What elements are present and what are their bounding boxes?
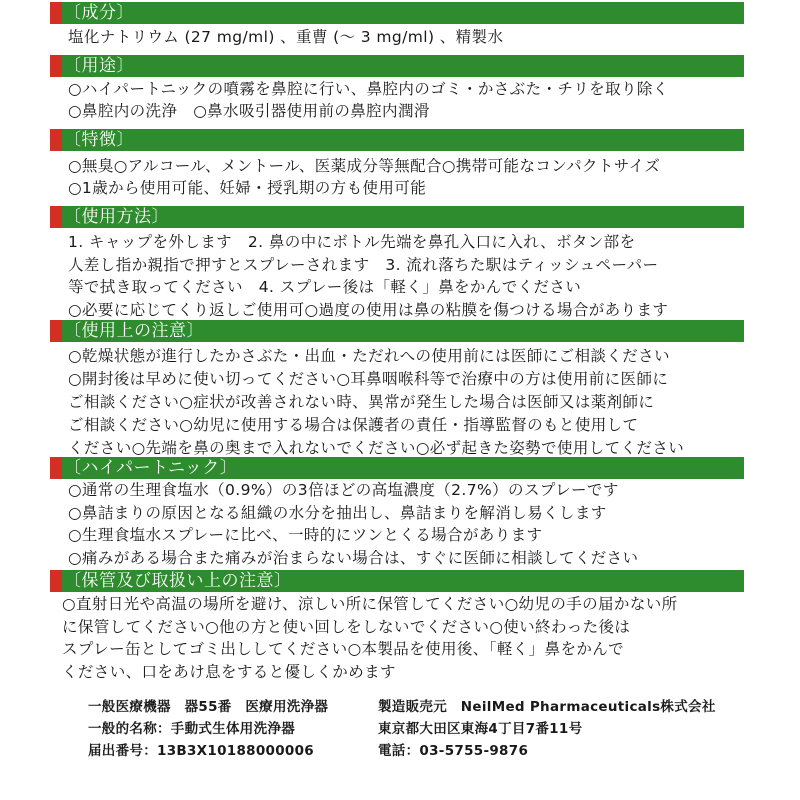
section-precautions-line: ください○先端を鼻の奥まで入れないでください○必ず起きた姿勢で使用してください	[68, 439, 685, 457]
section-header-usage	[50, 206, 744, 228]
section-title-purpose: 〔用途〕	[64, 56, 134, 76]
section-usage-line: 人差し指か親指で押すとスプレーされます 3. 流れ落ちた駅はティッシュペーパー	[68, 255, 659, 274]
section-precautions-line: ご相談ください○症状が改善されない時、異常が発生した場合は医師又は薬剤師に	[68, 393, 655, 411]
section-precautions-line: ご相談ください○幼児に使用する場合は保護者の責任・指導監督のもと使用して	[68, 416, 639, 434]
footer-address: 東京都大田区東海4丁目7番11号	[378, 721, 583, 737]
section-title-storage: 〔保管及び取扱い上の注意〕	[64, 571, 292, 591]
section-header-hypertonic	[50, 457, 744, 479]
section-features-line: ○無臭○アルコール、メントール、医薬成分等無配合○携帯可能なコンパクトサイズ	[68, 157, 661, 175]
section-purpose-line: ○ハイパートニックの噴霧を鼻腔に行い、鼻腔内のゴミ・かさぶた・チリを取り除く	[68, 80, 669, 98]
section-title-usage: 〔使用方法〕	[64, 207, 169, 227]
section-storage-line: ○直射日光や高温の場所を避け、涼しい所に保管してください○幼児の手の届かない所	[62, 595, 678, 613]
section-ingredients-line: 塩化ナトリウム (27 mg/ml) 、重曹 (〜 3 mg/ml) 、精製水	[68, 28, 504, 46]
section-header-storage	[50, 570, 744, 592]
section-header-ingredients	[50, 2, 744, 24]
section-hypertonic-line: ○痛みがある場合また痛みが治まらない場合は、すぐに医師に相談してください	[68, 548, 639, 567]
section-hypertonic-line: ○通常の生理食塩水（0.9%）の3倍ほどの高塩濃度（2.7%）のスプレーです	[68, 481, 619, 499]
footer-registration-number: 届出番号：13B3X10188000006	[88, 743, 315, 759]
section-storage-line: に保管してください○他の方と使い回しをしないでください○使い終わった後は	[62, 617, 631, 636]
footer-manufacturer: 製造販売元 NeilMed Pharmaceuticals株式会社	[378, 699, 716, 715]
section-title-ingredients: 〔成分〕	[64, 3, 134, 23]
footer-manufacturer-info	[378, 696, 716, 762]
section-header-precautions	[50, 320, 744, 342]
section-title-hypertonic: 〔ハイパートニック〕	[64, 458, 238, 478]
section-hypertonic-line: ○生理食塩水スプレーに比べ、一時的にツンとくる場合があります	[68, 526, 543, 544]
footer-generic-name: 一般的名称：手動式生体用洗浄器	[88, 721, 295, 737]
section-storage-line: ください、口をあけ息をすると優しくかめます	[62, 662, 396, 681]
section-usage-line: 等で拭き取ってください 4. スプレー後は「軽く」鼻をかんでください	[68, 278, 582, 296]
section-precautions-line: ○開封後は早めに使い切ってください○耳鼻咽喉科等で治療中の方は使用前に医師に	[68, 370, 669, 388]
section-purpose-line: ○鼻腔内の洗浄 ○鼻水吸引器使用前の鼻腔内潤滑	[68, 102, 430, 120]
section-header-features	[50, 129, 744, 151]
section-title-precautions: 〔使用上の注意〕	[64, 321, 204, 341]
section-precautions-line: ○乾燥状態が進行したかさぶた・出血・ただれへの使用前には医師にご相談ください	[68, 347, 670, 365]
footer-phone: 電話：03-5755-9876	[378, 743, 529, 759]
section-usage-line: ○必要に応じてくり返しご使用可○過度の使用は鼻の粘膜を傷つける場合があります	[68, 300, 669, 319]
footer-device-class: 一般医療機器 器55番 医療用洗浄器	[88, 699, 329, 715]
section-title-features: 〔特徴〕	[64, 130, 134, 150]
footer	[0, 696, 800, 766]
footer-regulatory-info	[88, 696, 328, 762]
section-features-line: ○1歳から使用可能、妊婦・授乳期の方も使用可能	[68, 179, 427, 197]
section-hypertonic-line: ○鼻詰まりの原因となる組織の水分を抽出し、鼻詰まりを解消し易くします	[68, 503, 607, 522]
section-storage-line: スプレー缶としてゴミ出ししてください○本製品を使用後、「軽く」鼻をかんで	[62, 640, 625, 658]
section-header-purpose	[50, 55, 744, 77]
section-usage-line: 1. キャップを外します 2. 鼻の中にボトル先端を鼻孔入口に入れ、ボタン部を	[68, 233, 636, 251]
